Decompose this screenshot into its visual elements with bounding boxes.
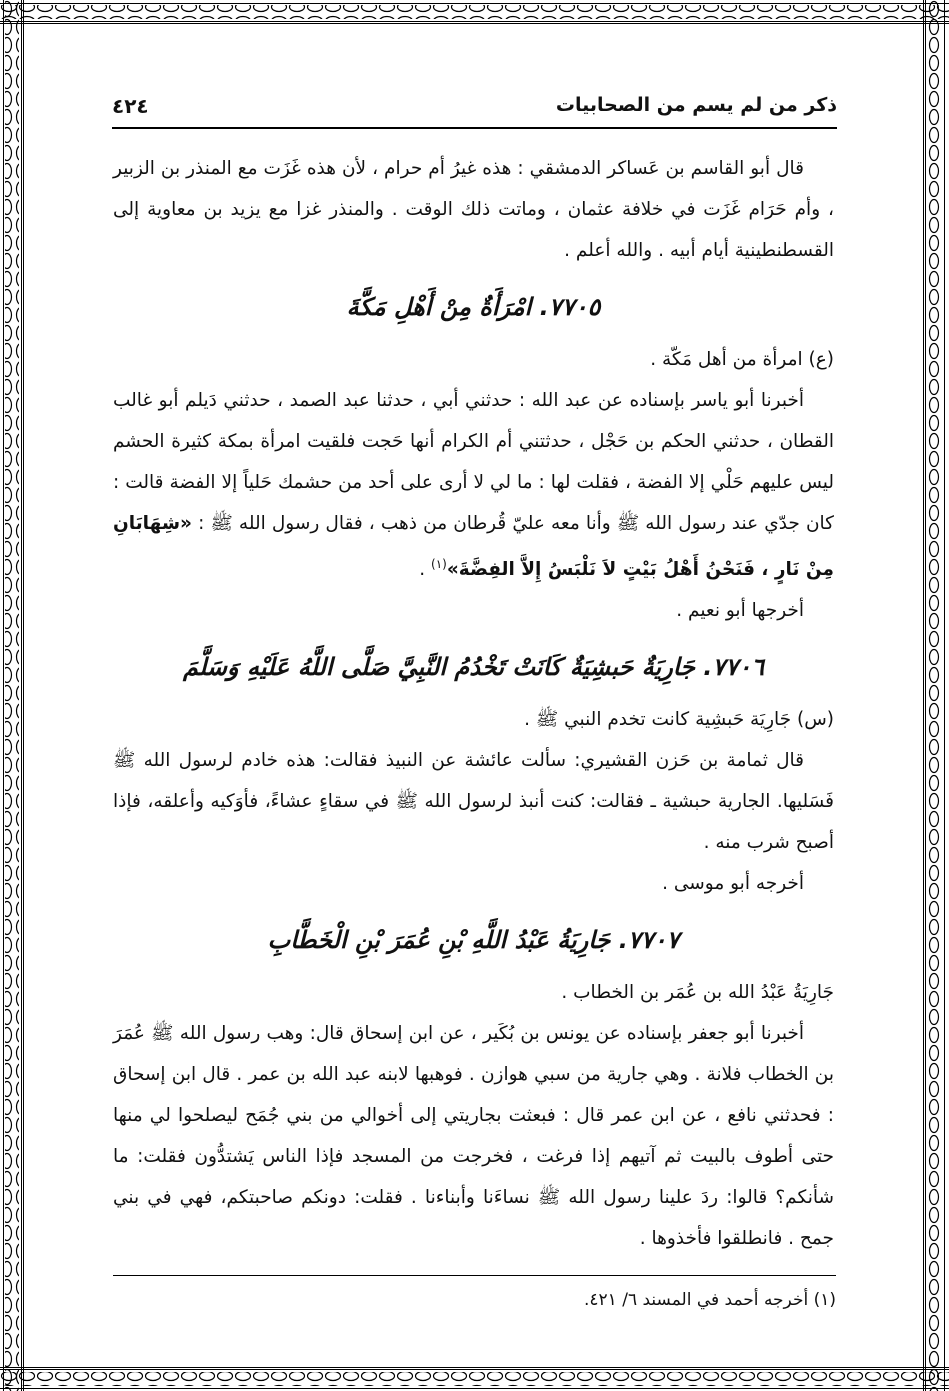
entry-reference-7707: جَارِيَةُ عَبْدُ الله بن عُمَر بن الخطاب . xyxy=(561,982,834,1004)
header-rule xyxy=(112,127,837,129)
page-number: ٤٢٤ xyxy=(112,94,149,118)
entry-title-7707: ٧٧٠٧. جَارِيَةُ عَبْدُ اللَّهِ بْنِ عُمَرَ بْنِ الْخَطَّابِ xyxy=(267,926,680,955)
border-chain-bottom xyxy=(0,1355,949,1391)
ornamental-border-left xyxy=(0,0,30,1391)
entry-title-7705: ٧٧٠٥. امْرَأَةٌ مِنْ أَهْلِ مَكَّةَ xyxy=(346,293,601,321)
entry-reference-7706: (س) جَارِيَة حَبشِية كانت تخدم النبي ﷺ . xyxy=(524,709,834,731)
border-chain-top xyxy=(0,0,949,38)
running-title: ذكر من لم يسم من الصحابيات xyxy=(555,94,837,116)
entry-reference-7705: (ع) امرأة من أهل مَكّة . xyxy=(650,349,834,370)
footnote-marker: (١) xyxy=(431,557,447,571)
entry-text-7706: قال ثمامة بن حَزن القشيري: سألت عائشة عن النبيذ فقالت: هذه خادم لرسول الله ﷺ فَسَليها. الجارية حبشية ـ فقالت: كنت أنبذ لرسول الله ﷺ في سقاءٍ عشاءً، فأوَكيه وأعلقه، فإذا أصبح شرب منه . xyxy=(113,750,834,854)
ornamental-border-top xyxy=(0,0,949,38)
border-chain-left xyxy=(0,0,30,1391)
ornamental-border-bottom xyxy=(0,1355,949,1391)
entry-title-7706: ٧٧٠٦. جَارِيَةٌ حَبشِيَةٌ كَانَتْ تَخْدُمُ النَّبِيَّ صَلَّى اللَّهُ عَلَيْهِ وَسَلَّمَ xyxy=(183,653,764,682)
hadith-quote: «شِهَابَانِ مِنْ نَارٍ ، فَنَحْنُ أَهْلُ بَيْتٍ لاَ نَلْبَسُ إِلاَّ الفِضَّةَ» xyxy=(113,513,834,581)
ornamental-border-right xyxy=(913,0,949,1391)
footnote-rule xyxy=(113,1275,836,1276)
entry-text-7707: أخبرنا أبو جعفر بإسناده عن يونس بن بُكَير ، عن ابن إسحاق قال: وهب رسول الله ﷺ عُمَرَ بن الخطاب فلانة . وهي جارية من سبي هوازن . فوهبها لابنه عبد الله بن عمر . قال ابن إسحاق : فحدثني نافع ، عن ابن عمر قال : فبعثت بجاريتي إلى أخوالي من بني جُمَح ليصلحوا لي منها حتى أطوف بالبيت ثم آتيهم إذا فرغت ، فخرجت من المسجد فإذا الناس يَشتدُّون فقلت: ما شأنكم؟ قالوا: ردَ علينا رسول الله ﷺ نساءَنا وأبناءنا . فقلت: دونكم صاحبتكم، فهي في بني جمح . فانطلقوا فأخذوها . xyxy=(113,1023,834,1250)
entry-body-7705: أخبرنا أبو ياسر بإسناده عن عبد الله : حدثني أبي ، حدثنا عبد الصمد ، حدثني دَيلم أبو غالب القطان ، حدثني الحكم بن حَجْل ، حدثتني أم الكرام أنها حَجت فلقيت امرأة بمكة كثيرة الحشم ليس عليهم حَلْي إلا الفضة ، فقلت لها : ما لي لا أرى على أحد من حشمك حَلياً إلا الفضة قالت : كان جدّي عند رسول الله ﷺ وأنا معه عليّ قُرطان من ذهب ، فقال رسول الله ﷺ : xyxy=(113,390,834,534)
entry-text-7705: أخبرنا أبو ياسر بإسناده عن عبد الله : حدثني أبي ، حدثنا عبد الصمد ، حدثني دَيلم أبو غالب القطان ، حدثني الحكم بن حَجْل ، حدثتني أم الكرام أنها حَجت فلقيت امرأة بمكة كثيرة الحشم ليس عليهم حَلْي إلا الفضة ، فقلت لها : ما لي لا أرى على أحد من حشمك حَلياً إلا الفضة قالت : كان جدّي عند رسول الله ﷺ وأنا معه عليّ قُرطان من ذهب ، فقال رسول الله ﷺ : «شِهَابَانِ مِنْ نَارٍ ، فَنَحْنُ أَهْلُ بَيْتٍ لاَ نَلْبَسُ إِلاَّ الفِضَّةَ»$^{(١)}$ . xyxy=(113,390,834,581)
intro-paragraph: قال أبو القاسم بن عَساكر الدمشقي : هذه غيرُ أم حرام ، لأن هذه غَزَت مع المنذر بن الزبير ، وأم حَرَام غَزَت في خلافة عثمان ، وماتت ذلك الوقت . والمنذر غزا مع يزيد بن معاوية إلى القسطنطينية أيام أبيه . والله أعلم . xyxy=(113,158,834,261)
page-body xyxy=(113,148,834,1259)
footnote: (١) أخرجه أحمد في المسند ٦/ ٤٢١. xyxy=(584,1290,836,1310)
border-chain-right xyxy=(913,0,949,1391)
page-header xyxy=(112,94,837,128)
entry-source-7706: أخرجه أبو موسى . xyxy=(662,873,804,895)
entry-source-7705: أخرجها أبو نعيم . xyxy=(676,600,804,622)
